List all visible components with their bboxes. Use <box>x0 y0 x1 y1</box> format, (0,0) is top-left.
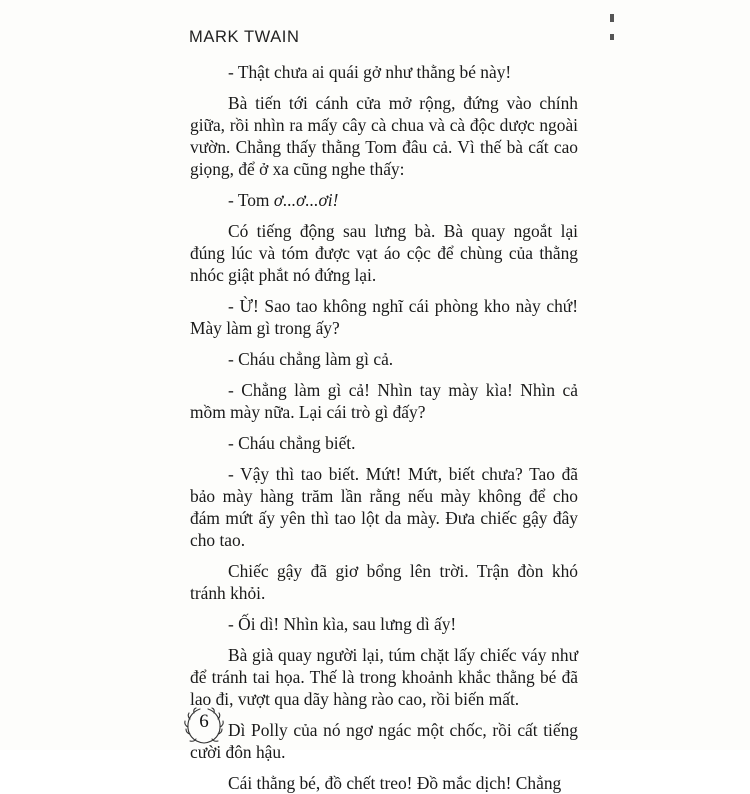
paragraph: - Cháu chẳng biết. <box>228 433 356 453</box>
paragraph: Có tiếng động sau lưng bà. Bà quay ngoắt lại đúng lúc và tóm được vạt áo cộc để chùng của thằng nhóc giật phắt nó đứng lại. <box>190 221 578 285</box>
paragraph: Cái thằng bé, đồ chết treo! Đồ mắc dịch! Chẳng <box>228 773 562 793</box>
paragraph: - Chẳng làm gì cả! Nhìn tay mày kìa! Nhìn cả mồm mày nữa. Lại cái trò gì đấy? <box>190 380 578 422</box>
body-text <box>190 61 578 794</box>
paragraph: Bà già quay người lại, túm chặt lấy chiếc váy như để tránh tai họa. Thế là trong khoảnh khắc thằng bé đã lao đi, vượt qua dãy hàng rào cao, rồi biến mất. <box>190 645 578 709</box>
edge-mark <box>610 14 614 22</box>
paragraph: - Ừ! Sao tao không nghĩ cái phòng kho này chứ! Mày làm gì trong ấy? <box>190 296 578 338</box>
edge-mark <box>610 34 614 40</box>
paragraph: Chiếc gậy đã giơ bổng lên trời. Trận đòn khó tránh khỏi. <box>190 561 578 603</box>
paragraph: - Cháu chẳng làm gì cả. <box>228 349 394 369</box>
running-header: MARK TWAIN <box>189 28 300 46</box>
paragraph <box>190 189 578 211</box>
dialogue-prefix: - Tom <box>228 190 274 210</box>
page-number: 6 <box>199 711 209 732</box>
paragraph: Bà tiến tới cánh cửa mở rộng, đứng vào chính giữa, rồi nhìn ra mấy cây cà chua và cà độc dược ngoài vườn. Chẳng thấy thằng Tom đâu cả. Vì thế bà cất cao giọng, để ở xa cũng nghe thấy: <box>190 93 578 179</box>
paragraph: - Ối dì! Nhìn kìa, sau lưng dì ấy! <box>228 614 457 634</box>
paragraph: - Thật chưa ai quái gở như thằng bé này! <box>228 62 512 82</box>
paragraph: Dì Polly của nó ngơ ngác một chốc, rồi cất tiếng cười đôn hậu. <box>190 720 578 762</box>
dialogue-call: ơ...ơ...ơi! <box>273 190 339 210</box>
paragraph: - Vậy thì tao biết. Mứt! Mứt, biết chưa? Tao đã bảo mày hàng trăm lần rằng nếu mày không để cho đám mứt ấy yên thì tao lột da mày. Đưa chiếc gậy đây cho tao. <box>190 464 578 550</box>
